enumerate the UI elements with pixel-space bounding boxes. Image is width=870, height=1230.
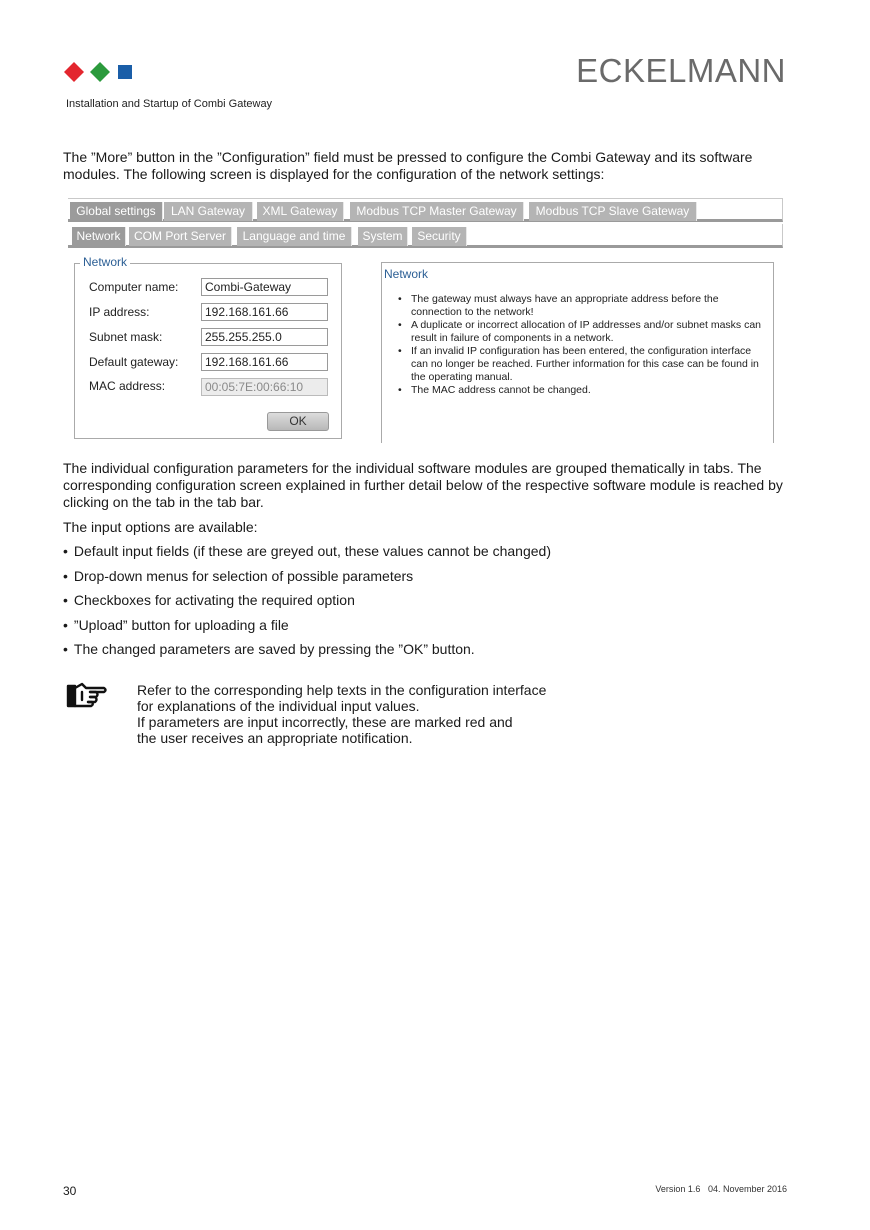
help-list — [398, 293, 764, 397]
computer-name-label: Computer name: — [89, 280, 179, 294]
logo-blue-square — [118, 65, 132, 79]
default-gateway-input[interactable] — [201, 353, 328, 371]
sub-tab-bar — [68, 224, 783, 248]
tab-network[interactable]: Network — [72, 227, 126, 246]
mac-address-label: MAC address: — [89, 379, 166, 393]
ip-address-label: IP address: — [89, 305, 150, 319]
list-item: • Default input fields (if these are greyed out, these values cannot be changed) — [63, 543, 551, 568]
tab-global-settings[interactable]: Global settings — [70, 202, 163, 221]
input-options-list — [63, 543, 551, 666]
ok-button[interactable]: OK — [267, 412, 329, 431]
tab-modbus-tcp-slave[interactable]: Modbus TCP Slave Gateway — [529, 202, 697, 221]
intro-paragraph: The ”More” button in the ”Configuration” field must be pressed to configure the Combi Gateway and its software modules. The following screen is displayed for the configuration of the network settings: — [63, 149, 753, 182]
tab-modbus-tcp-master[interactable]: Modbus TCP Master Gateway — [350, 202, 524, 221]
list-item: • The changed parameters are saved by pressing the ”OK” button. — [63, 641, 551, 666]
computer-name-input[interactable] — [201, 278, 328, 296]
brand-name: ECKELMANN — [576, 52, 786, 89]
document-subtitle: Installation and Startup of Combi Gateway — [66, 98, 273, 110]
logo-green-diamond — [90, 62, 110, 82]
help-item: • The MAC address cannot be changed. — [398, 384, 764, 397]
config-screenshot — [68, 198, 783, 443]
help-title: Network — [384, 267, 429, 281]
tab-language-and-time[interactable]: Language and time — [237, 227, 352, 246]
tab-lan-gateway[interactable]: LAN Gateway — [164, 202, 253, 221]
note-line: the user receives an appropriate notification. — [137, 730, 413, 746]
eckelmann-logo — [62, 60, 136, 82]
list-item: • ”Upload” button for uploading a file — [63, 617, 551, 642]
list-item: • Drop-down menus for selection of possible parameters — [63, 568, 551, 593]
tab-system[interactable]: System — [358, 227, 408, 246]
list-item: • Checkboxes for activating the required option — [63, 592, 551, 617]
tab-xml-gateway[interactable]: XML Gateway — [257, 202, 344, 221]
main-tab-bar — [68, 198, 783, 222]
tab-security[interactable]: Security — [412, 227, 467, 246]
network-legend: Network — [80, 255, 130, 269]
default-gateway-label: Default gateway: — [89, 355, 179, 369]
subnet-mask-input[interactable] — [201, 328, 328, 346]
note-line: for explanations of the individual input values. — [137, 698, 420, 714]
note-line: If parameters are input incorrectly, these are marked red and — [137, 714, 513, 730]
subnet-mask-label: Subnet mask: — [89, 330, 163, 344]
page-number: 30 — [63, 1184, 77, 1198]
logo-red-diamond — [64, 62, 84, 82]
note-line: Refer to the corresponding help texts in the configuration interface — [137, 682, 547, 698]
help-item: • A duplicate or incorrect allocation of IP addresses and/or subnet masks can result in failure of components in a network. — [398, 319, 764, 345]
pointing-hand-icon — [66, 680, 108, 710]
input-options-intro: The input options are available: — [63, 519, 258, 535]
tabs-paragraph: The individual configuration parameters for the individual software modules are grouped thematically in tabs. The corresponding configuration screen explained in further detail below of the respective software module is reached by clicking on the tab in the tab bar. — [63, 460, 783, 510]
tab-com-port-server[interactable]: COM Port Server — [129, 227, 232, 246]
note-text — [137, 682, 607, 746]
version-info: Version 1.6 04. November 2016 — [655, 1184, 787, 1194]
ip-address-input[interactable] — [201, 303, 328, 321]
help-item: • The gateway must always have an appropriate address before the connection to the network! — [398, 293, 764, 319]
help-item: • If an invalid IP configuration has been entered, the configuration interface can no longer be reached. Further information for this case can be found in the operating manual. — [398, 345, 764, 384]
mac-address-input — [201, 378, 328, 396]
